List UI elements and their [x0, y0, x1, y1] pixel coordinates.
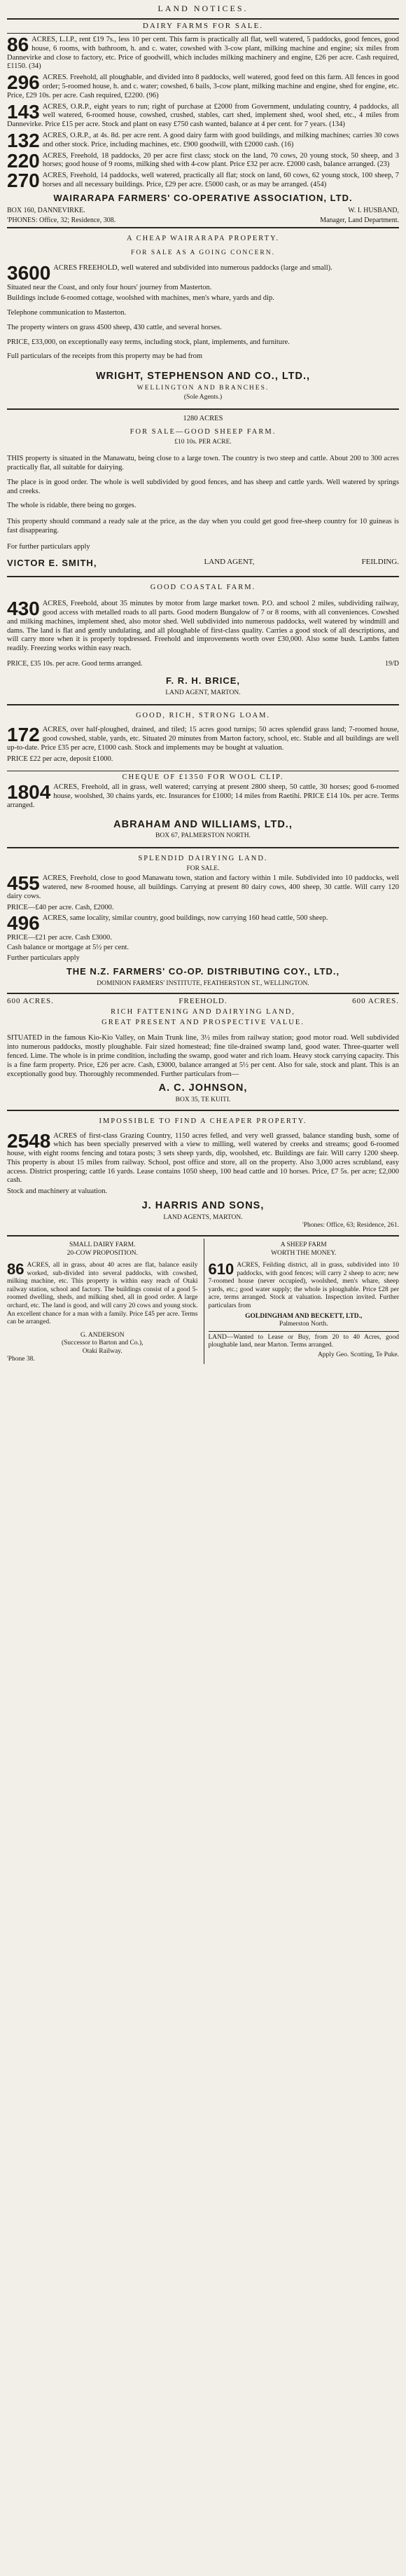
ad-heading: IMPOSSIBLE TO FIND A CHEAPER PROPERTY. — [99, 1117, 307, 1125]
divider — [7, 993, 399, 994]
listing-entry — [7, 1132, 399, 1186]
listing-ref: (134) — [329, 120, 345, 129]
sheep-farm-ad — [7, 412, 399, 574]
wairarapa-property-ad — [7, 230, 399, 406]
acreage-number: 610 — [208, 1262, 234, 1279]
agency-contact-row — [7, 207, 399, 215]
listing-entry — [7, 783, 399, 810]
listing-text: ACRES, L.I.P., rent £19 7s., less 10 per cent. This farm is practically all flat, well watered, 5 paddocks, good fences, good house, 6 rooms, with bathroom, h. and c. water, cowshed with 3-cow plant, milking machine and engine; six miles from Dannevirke and close to factory, etc. Price of goodwill, which includes milking machinery and engine, £26 per acre. Cash required, £1150. — [7, 36, 399, 71]
ad-paragraph: Cash balance or mortgage at 5½ per cent. — [7, 944, 130, 952]
ad-tenure: FREEHOLD. — [178, 997, 227, 1006]
acreage-number: 3600 — [7, 264, 51, 282]
land-notices-column — [7, 0, 399, 1364]
listing-ref: (16) — [281, 140, 294, 149]
listing-entry — [7, 874, 399, 901]
agency-contact-row — [7, 216, 399, 225]
ad-paragraph: Further particulars apply — [7, 954, 80, 963]
listing-entry — [7, 74, 399, 100]
manager-name: W. I. HUSBAND, — [348, 206, 399, 214]
ad-price: PRICE £22 per acre, deposit £1000. — [7, 755, 113, 763]
listing-text: ACRES FREEHOLD, well watered and subdivided into numerous paddocks (large and small). — [53, 264, 332, 273]
ad-price: PRICE—£21 per acre. Cash £3000. — [7, 933, 112, 942]
agent-location: WELLINGTON AND BRANCHES. — [136, 384, 270, 392]
ad-heading: GOOD COASTAL FARM. — [150, 584, 256, 592]
listing-text: ACRES, O.R.P., at 4s. 8d. per acre rent. A good dairy farm with good buildings, and milking machines; carries 30 cows and other stock. Price, including machines, etc. £900 goodwill, with £2000 cash. — [42, 132, 399, 149]
acreage-number: 86 — [7, 36, 29, 56]
listing-text: ACRES, Freehold, 18 paddocks, 20 per acre first class; stock on the land, 70 cows, 20 young stock, 50 sheep, and 3 horses; good house of 9 rooms, milking shed with 4-cow plant. Price £32 per acre. £2000 cash, balance arranged. — [42, 151, 399, 169]
ad-paragraph: Buildings include 6-roomed cottage, woolshed with machines, men's whare, yards and dip. — [7, 294, 274, 303]
agency-phones: 'PHONES: Office, 32; Residence, 308. — [7, 216, 116, 224]
listing-entry — [7, 103, 399, 130]
listing-entry — [7, 1034, 399, 1079]
ad-acreage: 600 ACRES. — [352, 997, 399, 1006]
wanted-apply: Apply Geo. Scotting, Te Puke. — [317, 1351, 399, 1358]
listing-entry — [209, 1262, 400, 1310]
acreage-number: 496 — [7, 914, 40, 932]
sheep-farm-worth-ad — [204, 1239, 400, 1364]
wanted-notice: LAND—Wanted to Lease or Buy, from 20 to 40 Acres, good ploughable land, near Marton. Terms arranged. — [208, 1333, 399, 1349]
listing-text: ACRES, same locality, similar country, good buildings, now carrying 160 head cattle, 500 sheep. — [42, 914, 328, 922]
agent-name: J. HARRIS AND SONS, — [141, 1200, 265, 1212]
listing-entry — [7, 132, 399, 150]
splendid-dairying-ad — [7, 850, 399, 991]
agent-phones: 'Phones: Office, 63; Residence, 261. — [302, 1222, 399, 1230]
price-row — [7, 660, 399, 668]
ad-heading: FOR SALE—GOOD SHEEP FARM. — [130, 427, 276, 436]
agent-location: FEILDING. — [361, 557, 399, 566]
cheap-property-ad — [7, 1113, 399, 1233]
listing-text: ACRES. Freehold, all ploughable, and divided into 8 paddocks, well watered, good feed on this farm. All fences in good order; 5-roomed house, h. and c. water; cowshed, 6 bails, 3-cow plant, milking machine and engine, shed for engine, etc. Price, £29 10s. per acre. Cash required, £2200. — [7, 74, 399, 99]
ad-paragraph: THIS property is situated in the Manawatu, being close to a large town. The country is two steep and cattle. About 200 to 300 acres practically flat, all suitable for dairying. — [7, 455, 399, 471]
agent-name: ABRAHAM AND WILLIAMS, LTD., — [113, 818, 293, 830]
ad-heading: DAIRY FARMS FOR SALE. — [142, 21, 264, 30]
agent-note: (Sole Agents.) — [183, 394, 223, 401]
listing-text: ACRES, Freehold, 14 paddocks, well watered, practically all flat; stock on land, 60 cows, 62 young stock, 100 sheep, 7 horses and all necessary buildings. Price, £29 per acre. £5000 cash, or as may be arranged. — [42, 172, 399, 188]
ad-subheading: WORTH THE MONEY. — [271, 1249, 337, 1257]
listing-text: ACRES, Freehold, all in grass, well watered; carrying at present 2800 sheep, 50 cattle, 30 horses; good 6-roomed house, woolshed, 30 chains yards, etc. Insurances for £1000; 14 miles from Raetihi. PRICE £14 10s. per acre. Terms arranged. — [7, 783, 399, 809]
ad-subheading: FOR SALE AS A GOING CONCERN. — [131, 249, 275, 256]
divider — [7, 18, 399, 20]
agent-location: LAND AGENT, MARTON. — [165, 689, 241, 697]
ad-heading: SPLENDID DAIRYING LAND. — [138, 855, 268, 863]
agent-phone: 'Phone 38. — [7, 1356, 35, 1363]
agent-location: LAND AGENTS, MARTON. — [163, 1213, 243, 1221]
ad-acreage: 600 ACRES. — [7, 997, 54, 1006]
ad-price: PRICE, £33,000, on exceptionally easy terms, including stock, plant, implements, and furniture. — [7, 338, 290, 346]
divider — [7, 704, 399, 705]
listing-entry — [7, 914, 399, 932]
small-dairy-ad — [7, 1239, 198, 1364]
listing-entry — [7, 264, 399, 282]
agent-name: A. C. JOHNSON, — [158, 1082, 248, 1094]
agent-name: F. R. H. BRICE, — [165, 675, 240, 687]
ad-paragraph: Situated near the Coast, and only four hours' journey from Masterton. — [7, 284, 212, 292]
strong-loam-ad — [7, 708, 399, 769]
acreage-number: 296 — [7, 74, 40, 94]
manager-title: Manager, Land Department. — [320, 216, 399, 224]
ad-paragraph: Full particulars of the receipts from this property may be had from — [7, 352, 203, 361]
agent-location: BOX 35, TE KUITI. — [175, 1096, 231, 1104]
agent-name: G. ANDERSON — [80, 1331, 125, 1339]
listing-text: ACRES of first-class Grazing Country, 1150 acres felled, and very well grassed, balance standing bush, some of which has been specially preserved with a view to milling, well watered by creeks and streams; good 6-roomed house, with eight rooms fencing and totara posts; 3 sets sheep yards, dip, woolshed, etc. Buildings are fair. Will carry 1200 sheep. This property is about 15 miles from railway. School, post office and store, all on the property. Also 3,000 acres scrubland, easy access. District prospering; cattle 16 yards. Lease contains 1050 sheep, 100 head cattle and 10 horses. Price, £7 5s. per acre; £2,000 cash. — [7, 1131, 399, 1185]
agent-signature-row — [7, 558, 399, 569]
listing-ref: (34) — [29, 62, 41, 71]
listing-entry — [7, 600, 399, 654]
agent-role: LAND AGENT, — [204, 557, 255, 566]
wool-clip-ad — [7, 773, 399, 845]
agent-location: Otaki Railway. — [82, 1347, 122, 1355]
agency-box: BOX 160, DANNEVIRKE. — [7, 206, 85, 214]
listing-ref: (96) — [146, 91, 159, 99]
rich-fattening-ad — [7, 997, 399, 1107]
listing-text: ACRES, all in grass, about 40 acres are flat, balance easily worked, sub-divided into several paddocks, with cowshed, milking machine, etc. This property is within easy reach of Otaki railway station, school and factory. The buildings consist of a good 5-roomed dwelling, sheds, and milking shed, all in good order. A large orchard, etc. The land is good, and will carry 20 cows and young stock. An excellent chance for a man with a family. Price £45 per acre. Terms can be arranged. — [7, 1262, 198, 1326]
ad-heading: A CHEAP WAIRARAPA PROPERTY. — [127, 235, 279, 243]
agent-name: GOLDINGHAM AND BECKETT, LTD., — [245, 1312, 363, 1320]
listing-text: ACRES, O.R.P., eight years to run; right of purchase at £2000 from Government, undulating country, 4 paddocks, all well watered, 6-roomed house, cowshed, crushed, stables, cart shed, implement shed, wool shed, etc., 4 miles from Dannevirke. Price £15 per acre. Stock and plant on easy £750 cash wanted, balance at 4 per cent. for 7 years. — [7, 102, 399, 129]
dairy-farms-ad — [7, 22, 399, 225]
divider — [7, 33, 399, 34]
acreage-number: 430 — [7, 600, 40, 620]
divider — [7, 576, 399, 577]
ad-subheading: GREAT PRESENT AND PROSPECTIVE VALUE. — [102, 1018, 304, 1026]
divider — [7, 1110, 399, 1111]
agent-location: Palmerston North. — [279, 1321, 328, 1328]
agency-name: WAIRARAPA FARMERS' CO-OPERATIVE ASSOCIATION, LTD. — [53, 192, 353, 203]
agent-name: THE N.Z. FARMERS' CO-OP. DISTRIBUTING COY., LTD., — [66, 966, 340, 977]
ad-paragraph: The place is in good order. The whole is well subdivided by good fences, and has sheep and cattle yards. Well watered by springs and creeks. — [7, 478, 399, 495]
coastal-farm-ad — [7, 579, 399, 701]
ad-paragraph: For further particulars apply — [7, 542, 90, 551]
acreage-number: 270 — [7, 172, 40, 190]
ad-heading: SMALL DAIRY FARM. — [69, 1241, 136, 1248]
ad-paragraph: Stock and machinery at valuation. — [7, 1187, 108, 1196]
divider — [7, 847, 399, 848]
page-title: LAND NOTICES. — [158, 4, 248, 13]
divider — [7, 408, 399, 410]
listing-entry — [7, 726, 399, 752]
ad-heading: RICH FATTENING AND DAIRYING LAND, — [111, 1007, 295, 1016]
divider — [7, 227, 399, 228]
divider — [209, 1331, 400, 1332]
acreage-number: 455 — [7, 874, 40, 895]
listing-text: ACRES, Feilding district, all in grass, subdivided into 10 paddocks, with good fences; will carry 2 sheep to acre; new 7-roomed house (never occupied), woolshed, men's whare, sheep yards, etc.; good water supply; the whole is ploughable. Price £28 per acre, terms arranged. Stock at valuation. Inspection invited. Further particulars from — [208, 1262, 399, 1309]
acreage-number: 220 — [7, 151, 40, 170]
agent-name: VICTOR E. SMITH, — [7, 557, 97, 568]
acreage-number: 1804 — [7, 783, 51, 804]
agent-name: WRIGHT, STEPHENSON AND CO., LTD., — [95, 371, 311, 383]
listing-entry — [7, 152, 399, 170]
ad-paragraph: Telephone communication to Masterton. — [7, 308, 127, 317]
listing-text: ACRES, over half-ploughed, drained, and tiled; 15 acres good turnips; 50 acres splendid grass land; 7-roomed house, good cowshed, stable, yards, etc. Situated 20 minutes from Marton factory, school, etc. Stable and all buildings are well up-to-date. Price £35 per acre, £1000 cash. Stock and implements may be bought at valuation. — [7, 726, 399, 752]
acreage-row — [7, 997, 399, 1006]
acreage-number: 172 — [7, 726, 40, 746]
listing-entry — [7, 1262, 198, 1327]
listing-text: SITUATED in the famous Kio-Kio Valley, on Main Trunk line, 3½ miles from railway station; good motor road. Well subdivided into numerous paddocks, mostly ploughable. Fair sized homestead; fine tile-drained swamp land, good water. Three-quarter well fenced. Lime. The whole is in prime condition, including the swamp, good water and rich loam. Heavy stock carrying capacity. This is a fine farm property. Price, £26 per acre. Cash, £3000, balance arranged at 5½ per cent. Also for sale, stock and plant. This is an exceptionally good buy. Thoroughly recommended. Further particulars from— — [7, 1034, 399, 1078]
ad-price: PRICE, £35 10s. per acre. Good terms arranged. — [7, 660, 143, 668]
listing-ref: 19/D — [385, 660, 399, 668]
ad-price: PRICE—£40 per acre. Cash, £2000. — [7, 903, 114, 911]
ad-paragraph: The whole is ridable, there being no gorges. — [7, 502, 136, 510]
agent-note: (Successor to Barton and Co.), — [61, 1339, 144, 1347]
listing-ref: (454) — [310, 180, 327, 188]
divider — [7, 1235, 399, 1237]
ad-heading: CHEQUE OF £1350 FOR WOOL CLIP. — [122, 773, 284, 781]
acreage-number: 2548 — [7, 1131, 51, 1152]
listing-entry — [7, 36, 399, 71]
ad-paragraph: The property winters on grass 4500 sheep, 430 cattle, and several horses. — [7, 323, 222, 331]
acreage-number: 86 — [7, 1262, 24, 1279]
listing-entry — [7, 172, 399, 190]
listing-text: ACRES, Freehold, about 35 minutes by motor from large market town. P.O. and school 2 miles, subdividing railway, good access with metalled roads to all parts. Good modern Bungalow of 7 or 8 rooms, with all conveniences. Cowshed and milking machines, implement shed, also motor shed. Well subdivided into numerous paddocks, well watered by windmill and dams. The land is flat and gently undulating, and all ploughable of first-class quality. Carries a good stock of all descriptions, and will carry more when it is properly topdressed. Freehold and improvements worth over £30,000. Also some bush. Lambs fatten readily. Freezing works within easy reach. — [7, 600, 399, 653]
agent-location: DOMINION FARMERS' INSTITUTE, FEATHERSTON ST., WELLINGTON. — [97, 979, 309, 987]
ad-subheading: FOR SALE. — [186, 865, 220, 872]
agent-location: BOX 67, PALMERSTON NORTH. — [155, 832, 251, 840]
listing-text: ACRES, Freehold, close to good Manawatu town, station and factory within 1 mile. Subdivided into 10 paddocks, well watered, new 8-roomed house, all buildings. Carrying at present 80 dairy cows, 400 sheep, 30 cattle. Will carry 120 dairy cows. — [7, 874, 399, 901]
ad-acreage: 1280 ACRES — [183, 415, 223, 423]
bottom-two-column-ads — [7, 1239, 399, 1364]
ad-subheading: 20-COW PROPOSITION. — [66, 1249, 138, 1257]
ad-heading: GOOD, RICH, STRONG LOAM. — [135, 711, 271, 719]
ad-paragraph: This property should command a ready sale at the price, as the day when you could get good free-sheep country for 10 guineas is fast disappearing. — [7, 518, 399, 535]
acreage-number: 132 — [7, 132, 40, 150]
ad-heading: A SHEEP FARM — [280, 1241, 327, 1248]
acreage-number: 143 — [7, 102, 40, 123]
listing-ref: (23) — [377, 160, 390, 169]
ad-price: £10 10s. PER ACRE. — [174, 438, 232, 446]
